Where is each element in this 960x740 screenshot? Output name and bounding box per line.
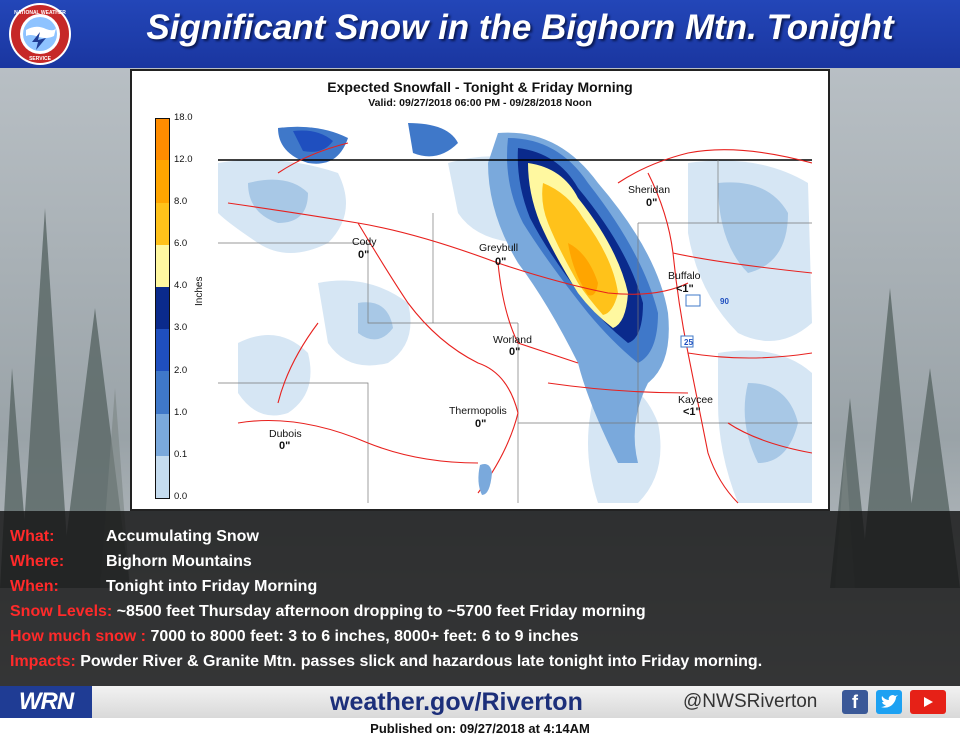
info-what-row [10,528,259,546]
legend-tick: 0.0 [174,491,188,502]
wrn-logo: WRN [0,686,92,718]
legend-tick: 18.0 [174,112,193,123]
legend-tick: 6.0 [174,238,188,249]
city-label-worland: Worland [493,334,532,346]
snow-amount-worland: 0" [509,346,521,358]
snow-levels-value: ~8500 feet Thursday afternoon dropping to ~5700 feet Friday morning [116,603,646,620]
svg-text:NATIONAL WEATHER: NATIONAL WEATHER [14,10,66,16]
map-title: Expected Snowfall - Tonight & Friday Morning [327,79,633,95]
city-label-buffalo: Buffalo [668,270,701,282]
how-much-label: How much snow : [10,628,146,645]
where-value: Bighorn Mountains [106,553,252,570]
city-label-dubois: Dubois [269,428,302,440]
snow-amount-cody: 0" [358,249,370,261]
footer-bar [0,686,960,718]
impacts-value: Powder River & Granite Mtn. passes slick and hazardous late tonight into Friday morning. [80,653,763,670]
interstate-25-label: 25 [684,338,693,347]
snow-amount-kaycee: <1" [683,406,701,418]
when-value: Tonight into Friday Morning [106,578,318,595]
legend-tick: 3.0 [174,322,188,333]
published-timestamp: Published on: 09/27/2018 at 4:14AM [0,718,960,740]
legend-units-label: Inches [194,276,205,306]
snow-levels-label: Snow Levels: [10,603,113,620]
snow-amount-dubois: 0" [279,440,291,452]
info-levels-row [10,603,646,621]
snow-amount-thermopolis: 0" [475,418,487,430]
header-bar [0,0,960,68]
forecast-info-box [0,511,960,686]
info-where-row [10,553,252,571]
city-label-cody: Cody [352,236,377,248]
legend-tick: 2.0 [174,365,188,376]
website-link[interactable]: weather.gov/Riverton [330,688,583,716]
map-valid-time: Valid: 09/27/2018 06:00 PM - 09/28/2018 Noon [368,97,592,109]
what-value: Accumulating Snow [106,528,259,545]
how-much-value: 7000 to 8000 feet: 3 to 6 inches, 8000+ feet: 6 to 9 inches [150,628,579,645]
legend-tick: 12.0 [174,154,193,165]
snowfall-map [218,123,812,505]
snow-amount-sheridan: 0" [646,197,658,209]
svg-text:SERVICE: SERVICE [29,56,51,62]
city-label-greybull: Greybull [479,242,519,254]
legend-tick: 0.1 [174,449,188,460]
city-label-kaycee: Kaycee [678,394,714,406]
twitter-icon[interactable] [876,690,902,714]
info-when-row [10,578,318,596]
info-impacts-row [10,653,762,671]
city-label-thermopolis: Thermopolis [449,405,507,417]
nws-logo [8,2,72,66]
interstate-90-shield [686,295,700,306]
impacts-label: Impacts: [10,653,76,670]
twitter-handle[interactable]: @NWSRiverton [683,691,818,712]
interstate-90-label: 90 [720,297,729,306]
info-amount-row [10,628,579,646]
youtube-icon[interactable] [910,690,946,714]
where-label: Where: [10,553,65,570]
what-label: What: [10,528,55,545]
facebook-icon[interactable]: f [842,690,868,714]
city-label-sheridan: Sheridan [628,184,671,196]
snow-amount-greybull: 0" [495,256,507,268]
snow-amount-buffalo: <1" [676,283,694,295]
legend-tick: 8.0 [174,196,188,207]
legend-colorbar [155,118,170,499]
page-title: Significant Snow in the Bighorn Mtn. Tonight [146,8,894,47]
legend-tick: 4.0 [174,280,188,291]
snowfall-map-panel [130,69,830,511]
when-label: When: [10,578,59,595]
legend-tick: 1.0 [174,407,188,418]
